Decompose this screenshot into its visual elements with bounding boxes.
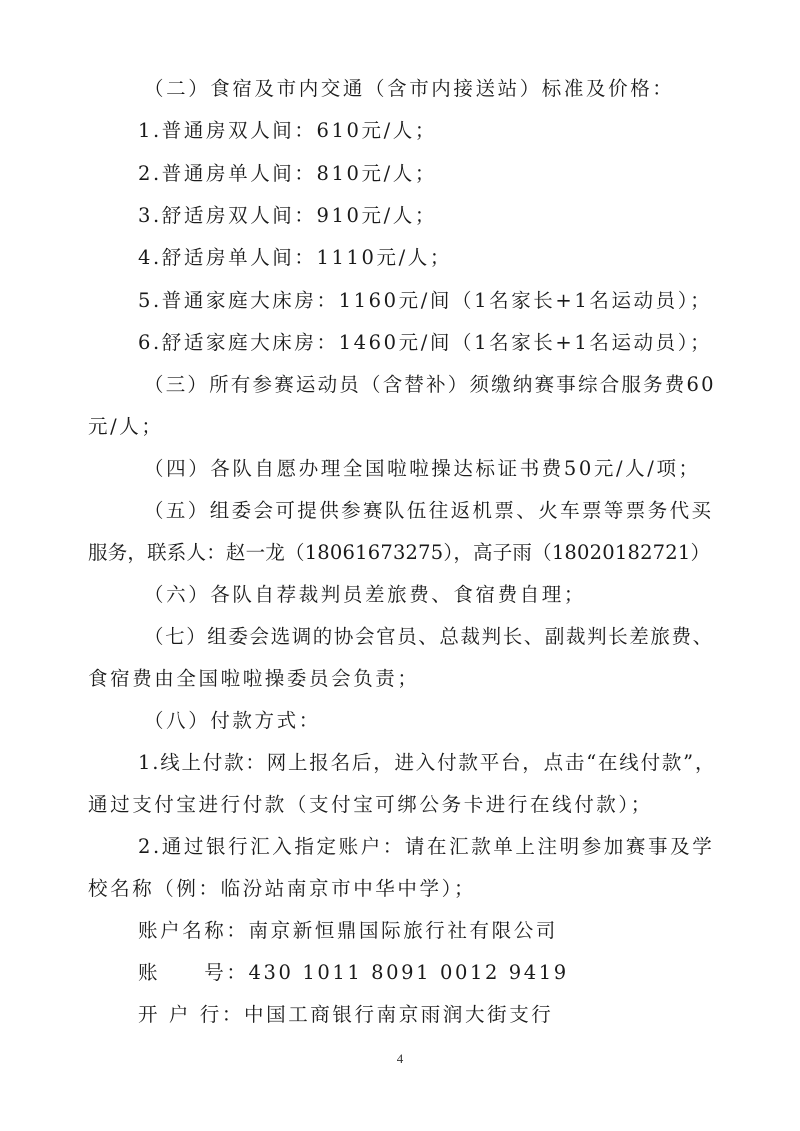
contact-info: 服务，联系人：赵一龙（18061673275），高子雨（18020182721） <box>88 541 711 564</box>
list-item: 3.舒适房双人间：910元/人； <box>138 204 437 227</box>
account-name: 账户名称：南京新恒鼎国际旅行社有限公司 <box>138 919 558 942</box>
section-service-fee: （三）所有参赛运动员（含替补）须缴纳赛事综合服务费60 <box>144 373 716 396</box>
list-item: 6.舒适家庭大床房：1460元/间（1名家长+1名运动员）； <box>138 331 713 354</box>
payment-bank-cont: 校名称（例：临汾站南京市中华中学）； <box>88 877 477 900</box>
page-number: 4 <box>396 1051 404 1066</box>
payment-bank: 2.通过银行汇入指定账户：请在汇款单上注明参加赛事及学 <box>138 835 715 858</box>
account-bank: 开 户 行：中国工商银行南京雨润大街支行 <box>138 1003 554 1026</box>
payment-online: 1.线上付款：网上报名后，进入付款平台，点击“在线付款”， <box>138 751 717 774</box>
section-official-expense: （七）组委会选调的协会官员、总裁判长、副裁判长差旅费、 <box>144 625 714 648</box>
payment-online-cont: 通过支付宝进行付款（支付宝可绑公务卡进行在线付款）； <box>88 793 653 816</box>
section-referee-expense: （六）各队自荐裁判员差旅费、食宿费自理； <box>144 583 587 606</box>
list-item: 2.普通房单人间：810元/人； <box>138 162 437 185</box>
list-item: 5.普通家庭大床房：1160元/间（1名家长+1名运动员）； <box>138 289 713 312</box>
section-official-expense-cont: 食宿费由全国啦啦操委员会负责； <box>88 667 420 690</box>
list-item: 1.普通房双人间：610元/人； <box>138 119 437 142</box>
section-certificate-fee: （四）各队自愿办理全国啦啦操达标证书费50元/人/项； <box>144 457 701 480</box>
list-item: 4.舒适房单人间：1110元/人； <box>138 246 453 269</box>
section-service-fee-cont: 元/人； <box>88 415 164 438</box>
section-heading-accommodation: （二）食宿及市内交通（含市内接送站）标准及价格： <box>144 77 675 100</box>
section-ticket-service: （五）组委会可提供参赛队伍往返机票、火车票等票务代买 <box>144 499 714 522</box>
account-number: 账 号：430 1011 8091 0012 9419 <box>138 961 569 984</box>
section-payment-heading: （八）付款方式： <box>144 709 321 732</box>
